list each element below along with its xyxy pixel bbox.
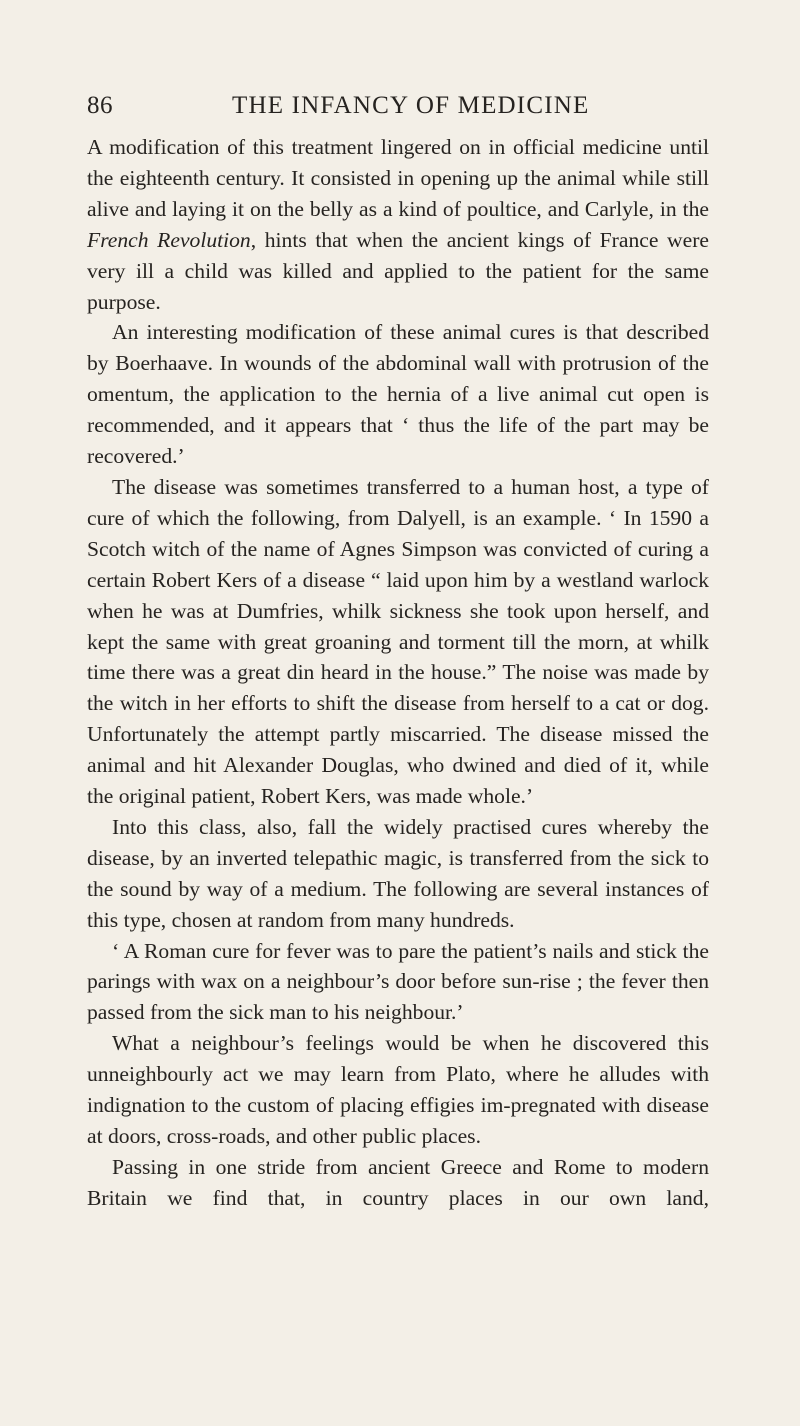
paragraph-1 — [87, 132, 709, 317]
body-text — [87, 132, 709, 1214]
paragraph-6: What a neighbour’s feelings would be when he discovered this unneighbourly act we may learn from Plato, where he alludes with indignation to the custom of placing effigies im-pregnated with disease at doors, cross-roads, and other public places. — [87, 1031, 709, 1148]
paragraph-2: An interesting modification of these animal cures is that described by Boerhaave. In wounds of the abdominal wall with protrusion of the omentum, the application to the hernia of a live animal cut open is recommended, and it appears that ‘ thus the life of the part may be recovered.’ — [87, 320, 709, 469]
page-number: 86 — [87, 92, 113, 119]
italic-work-title: French Revolution — [87, 227, 251, 252]
running-title: THE INFANCY OF MEDICINE — [232, 92, 590, 119]
running-head — [87, 88, 709, 124]
paragraph-5: ‘ A Roman cure for fever was to pare the patient’s nails and stick the parings with wax on a neighbour’s door before sun-rise ; the fever then passed from the sick man to his neighbour.’ — [87, 938, 709, 1025]
paragraph-1-text-before: A modification of this treatment lingered on in official medicine until the eighteenth century. It consisted in opening up the animal while still alive and laying it on the belly as a kind of poultice, and Carlyle, in the — [87, 135, 709, 221]
paragraph-4: Into this class, also, fall the widely practised cures whereby the disease, by an inverted telepathic magic, is transferred from the sick to the sound by way of a medium. The following are several instances of this type, chosen at random from many hundreds. — [87, 814, 709, 932]
paragraph-7: Passing in one stride from ancient Greece and Rome to modern Britain we find that, in country places in our own land, — [87, 1154, 709, 1210]
paragraph-1-text-after: , hints that when the ancient kings of France were very ill a child was killed and applied to the patient for the same purpose. — [87, 227, 709, 314]
paragraph-3: The disease was sometimes transferred to a human host, a type of cure of which the following, from Dalyell, is an example. ‘ In 1590 a Scotch witch of the name of Agnes Simpson was convicted of curing a certain Robert Kers of a disease “ laid upon him by a westland warlock when he was at Dumfries, whilk sickness she took upon herself, and kept the same with great groaning and torment till the morn, at whilk time there was a great din heard in the house.” The noise was made by the witch in her efforts to shift the disease from herself to a cat or dog. Unfortunately the attempt partly miscarried. The disease missed the animal and hit Alexander Douglas, who dwined and died of it, while the original patient, Robert Kers, was made whole.’ — [87, 474, 709, 809]
